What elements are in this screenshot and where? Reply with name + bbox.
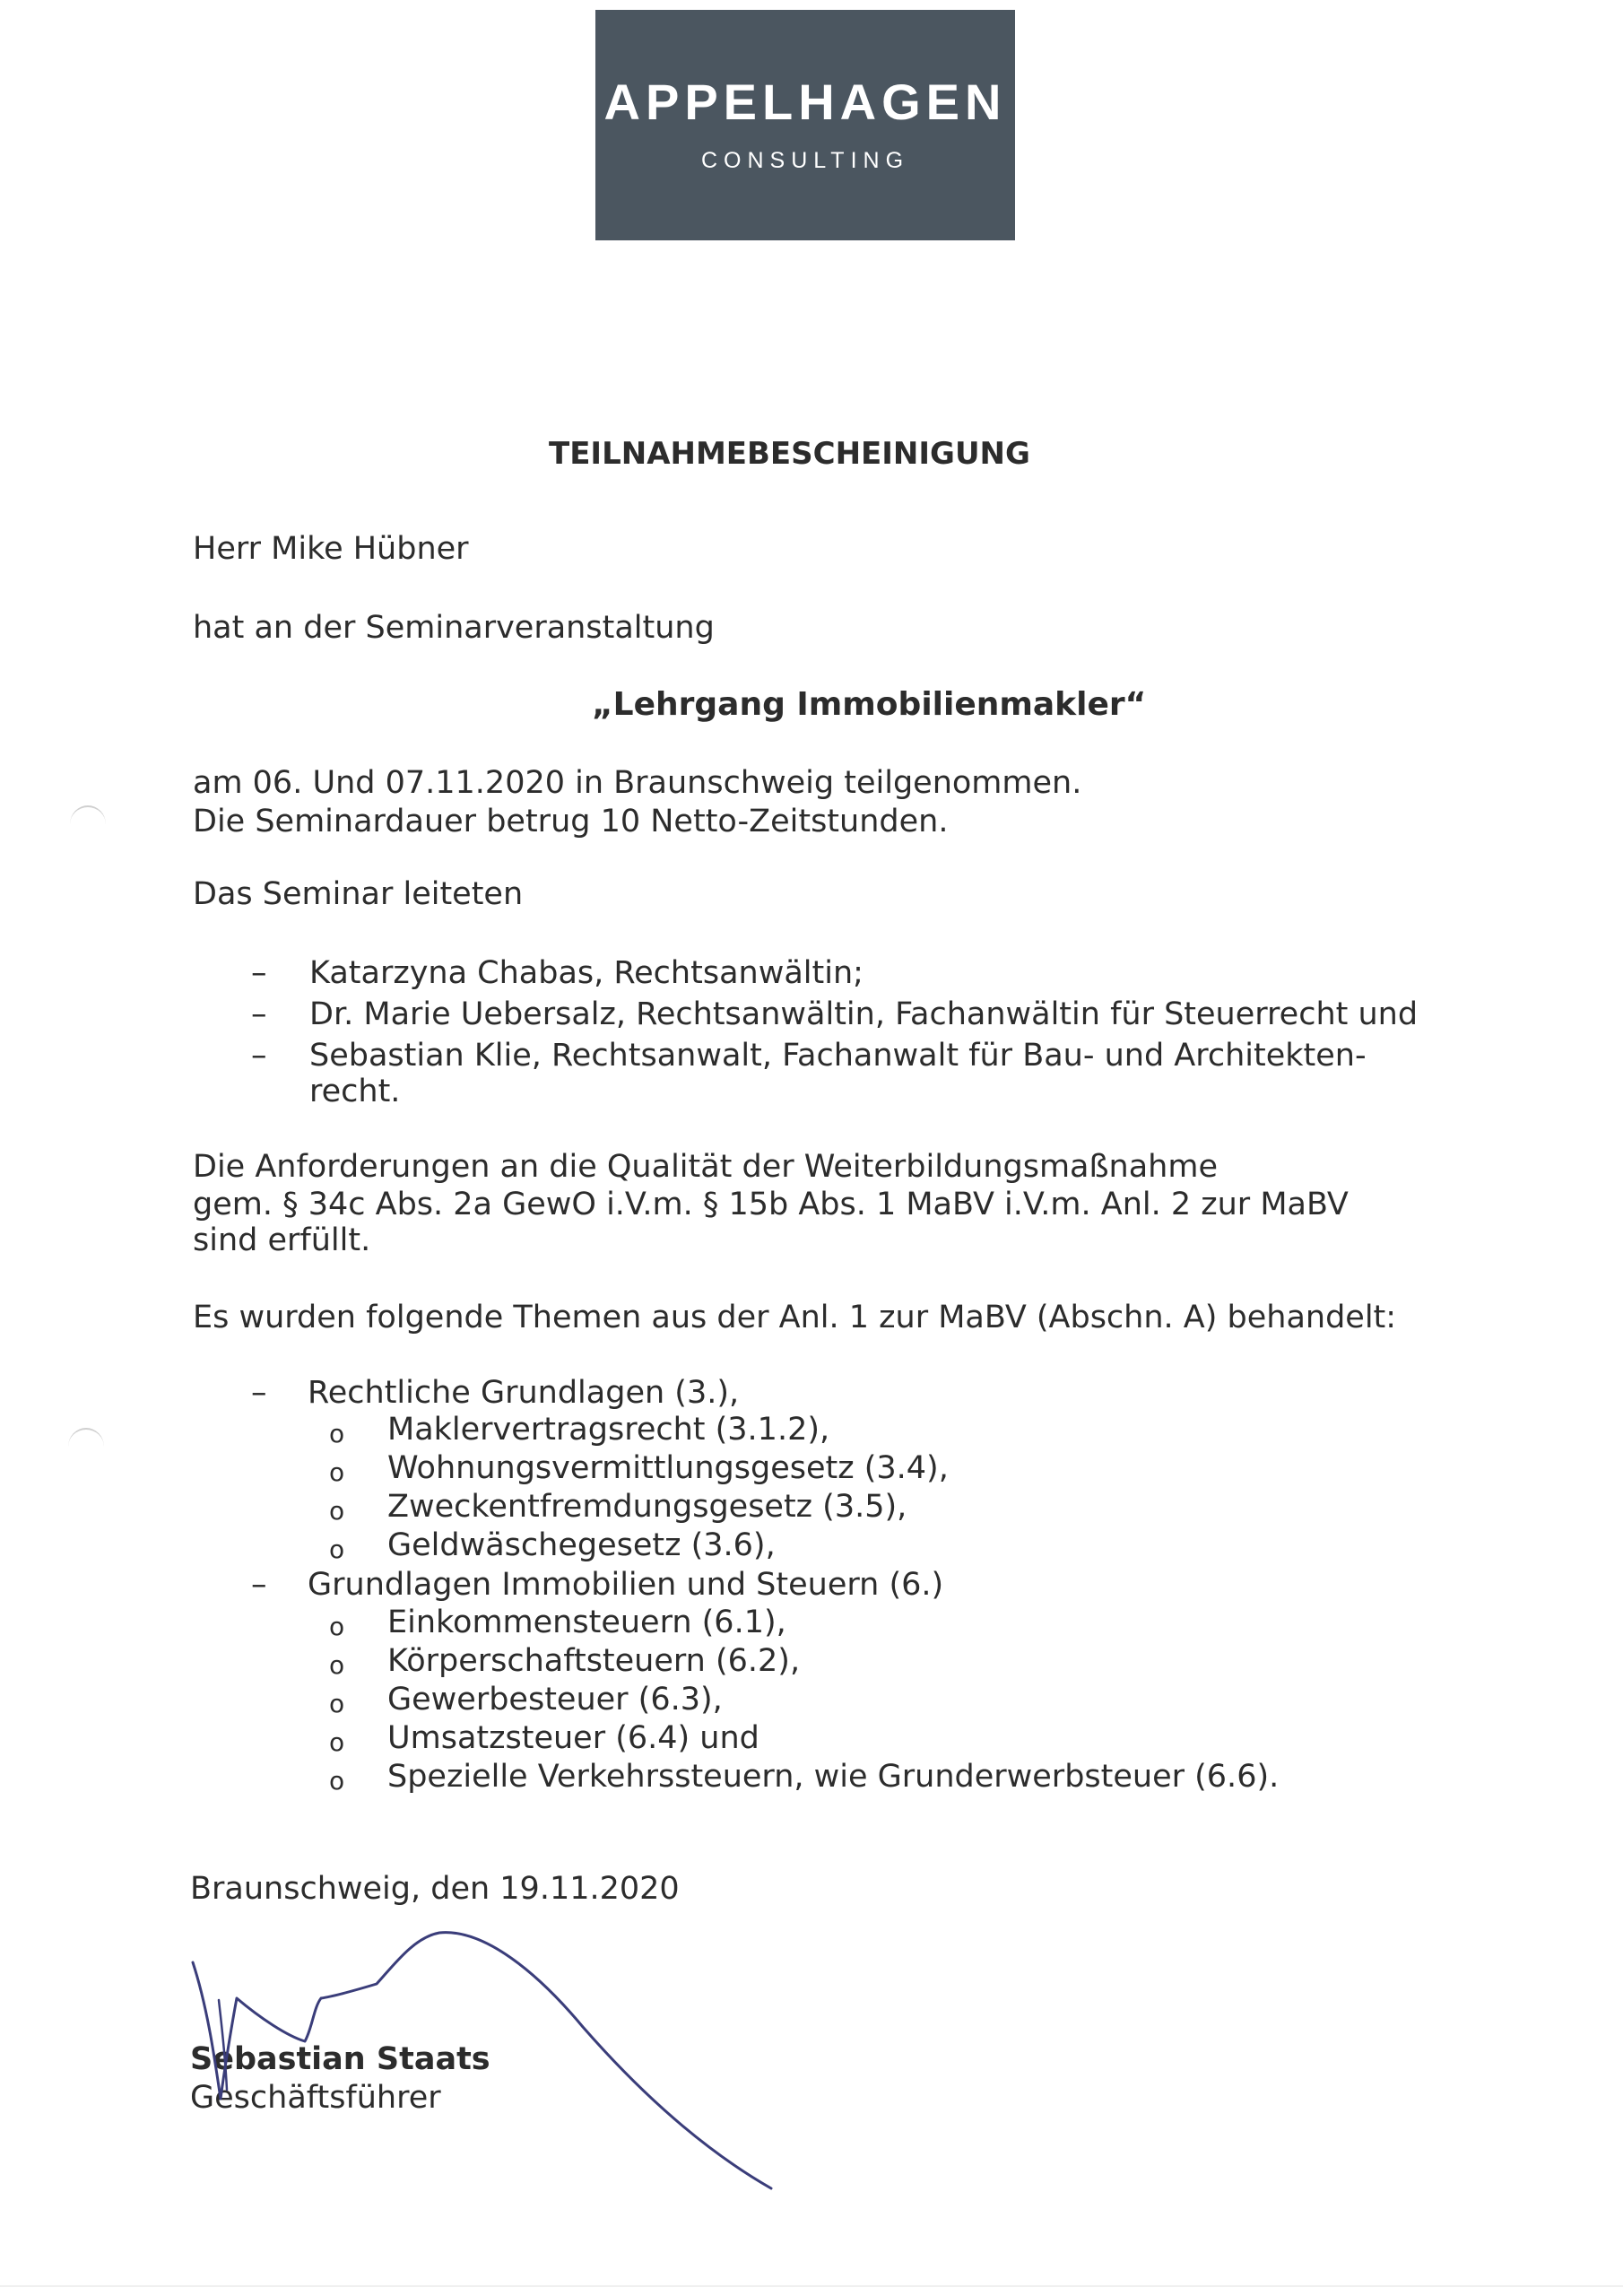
circle-bullet: o (329, 1612, 345, 1641)
dash-bullet: – (251, 1375, 267, 1411)
circle-bullet: o (329, 1650, 345, 1680)
signer-title: Geschäftsführer (190, 2080, 441, 2116)
subtopic-item: Geldwäschegesetz (3.6), (387, 1527, 776, 1563)
leaders-intro: Das Seminar leiteten (193, 876, 524, 912)
requirements-line: Die Anforderungen an die Qualität der Weiterbildungsmaßnahme (193, 1149, 1218, 1185)
signer-name: Sebastian Staats (190, 2041, 490, 2077)
subtopic-item: Maklervertragsrecht (3.1.2), (387, 1412, 830, 1448)
circle-bullet: o (329, 1766, 345, 1796)
circle-bullet: o (329, 1535, 345, 1564)
logo-subtitle: CONSULTING (700, 148, 910, 173)
requirements-line: gem. § 34c Abs. 2a GewO i.V.m. § 15b Abs. 1 MaBV i.V.m. Anl. 2 zur MaBV (193, 1187, 1349, 1222)
place-date: Braunschweig, den 19.11.2020 (190, 1871, 680, 1907)
requirements-line: sind erfüllt. (193, 1222, 371, 1258)
circle-bullet: o (329, 1457, 345, 1487)
subtopic-item: Spezielle Verkehrssteuern, wie Grunderwerbsteuer (6.6). (387, 1759, 1280, 1795)
duration-line: Die Seminardauer betrug 10 Netto-Zeitstunden. (193, 804, 949, 839)
page-bottom-edge (0, 2285, 1623, 2287)
leader-item-continuation: recht. (309, 1074, 401, 1109)
date-line: am 06. Und 07.11.2020 in Braunschweig teilgenommen. (193, 765, 1082, 801)
topic-label: Grundlagen Immobilien und Steuern (6.) (308, 1567, 944, 1603)
document-heading: TEILNAHMEBESCHEINIGUNG (549, 436, 1030, 472)
circle-bullet: o (329, 1496, 345, 1526)
dash-bullet: – (251, 1038, 267, 1074)
subtopic-item: Körperschaftsteuern (6.2), (387, 1643, 801, 1679)
logo-name: APPELHAGEN (603, 74, 1007, 130)
seminar-title: „Lehrgang Immobilienmakler“ (592, 686, 1147, 723)
leader-item: Katarzyna Chabas, Rechtsanwältin; (309, 955, 864, 991)
leader-item: Sebastian Klie, Rechtsanwalt, Fachanwalt für Bau- und Architekten- (309, 1038, 1367, 1074)
recipient-name: Herr Mike Hübner (193, 531, 469, 567)
dash-bullet: – (251, 996, 267, 1032)
dash-bullet: – (251, 955, 267, 991)
circle-bullet: o (329, 1419, 345, 1448)
circle-bullet: o (329, 1689, 345, 1718)
subtopic-item: Umsatzsteuer (6.4) und (387, 1720, 759, 1756)
topic-label: Rechtliche Grundlagen (3.), (308, 1375, 740, 1411)
subtopic-item: Gewerbesteuer (6.3), (387, 1682, 723, 1718)
subtopic-item: Wohnungsvermittlungsgesetz (3.4), (387, 1450, 949, 1486)
subtopic-item: Einkommensteuern (6.1), (387, 1605, 786, 1640)
topics-intro: Es wurden folgende Themen aus der Anl. 1 zur MaBV (Abschn. A) behandelt: (193, 1300, 1397, 1335)
leader-item: Dr. Marie Uebersalz, Rechtsanwältin, Fachanwältin für Steuerrecht und (309, 996, 1419, 1032)
dash-bullet: – (251, 1567, 267, 1603)
participation-intro: hat an der Seminarveranstaltung (193, 610, 715, 646)
subtopic-item: Zweckentfremdungsgesetz (3.5), (387, 1489, 907, 1525)
circle-bullet: o (329, 1727, 345, 1757)
